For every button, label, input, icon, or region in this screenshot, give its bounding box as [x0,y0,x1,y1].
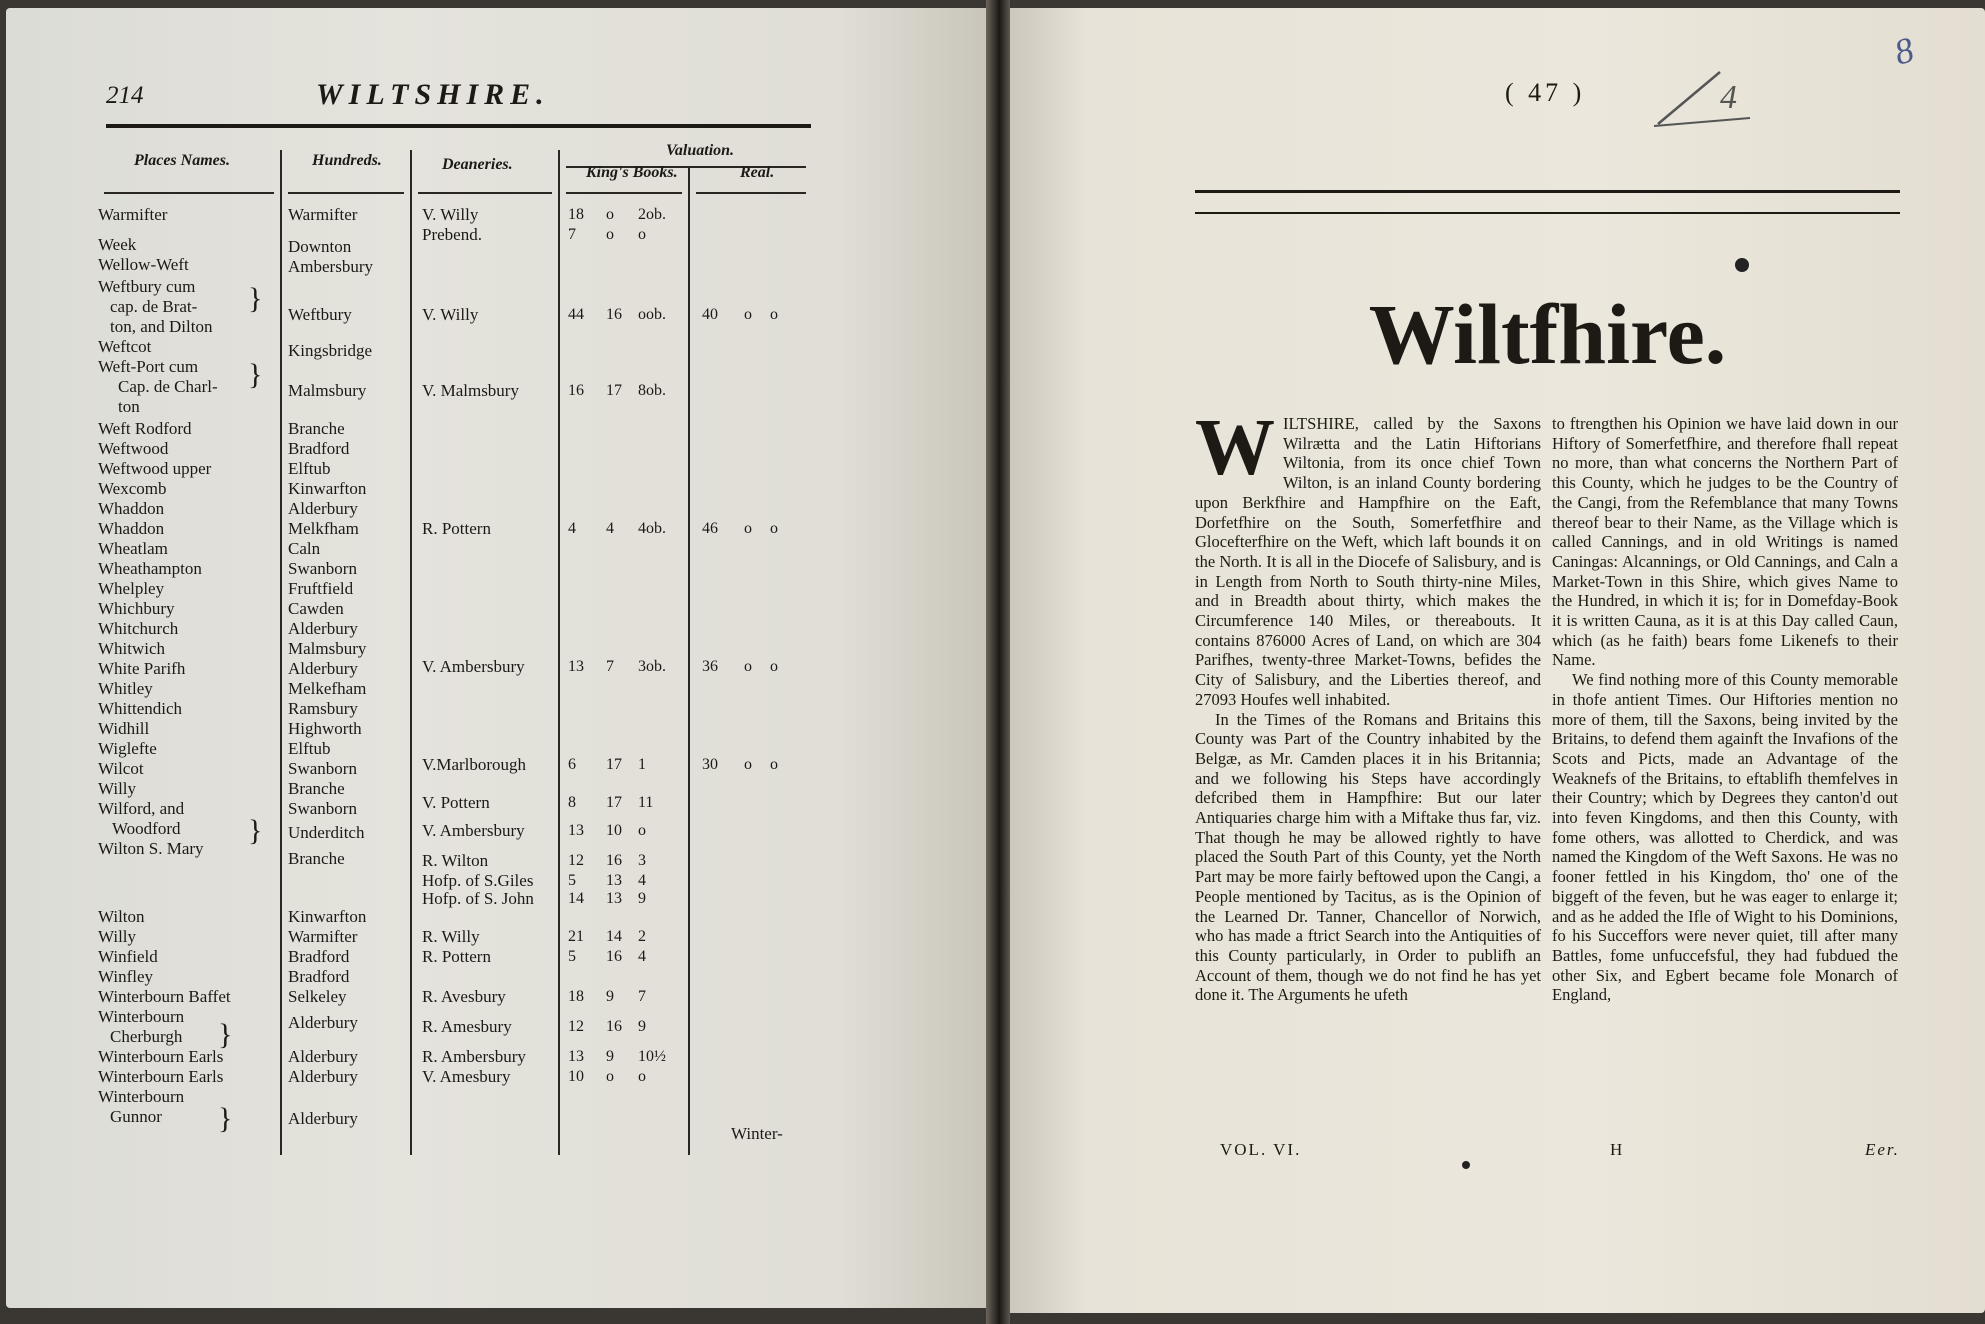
kings-books-value: 7 [568,226,576,243]
hundred-name: Caln [288,539,321,558]
hundred-name: Melkefham [288,679,367,698]
header-underline [288,192,404,194]
kings-books-value: 9 [638,890,646,907]
catchword: Winter- [731,1124,783,1143]
kings-books-value: 21 [568,928,584,945]
hundred-name: Melkfham [288,519,359,538]
catchword: Eer. [1865,1140,1900,1159]
brace: } [248,282,263,315]
right-page [1010,8,1985,1313]
kings-books-value: 2ob. [638,206,666,223]
hundred-name: Swanborn [288,799,357,818]
place-name: Willy [98,927,137,946]
book-gutter [986,0,1010,1324]
kings-books-value: 7 [638,988,646,1005]
place-name: Winterbourn Baffet [98,987,231,1006]
brace: } [248,358,263,391]
kings-books-value: 7 [606,658,614,675]
hundred-name: Branche [288,419,345,438]
hundred-name: Alderbury [288,659,358,678]
kings-books-value: 4 [638,948,646,965]
place-name: Whaddon [98,499,165,518]
kings-books-value: 13 [568,658,584,675]
hundred-name: Malmsbury [288,639,367,658]
place-name: cap. de Brat- [110,297,198,316]
hundred-name: Kinwarfton [288,907,367,926]
pencil-number: 4 [1720,79,1737,116]
deanery-name: V. Malmsbury [422,381,519,400]
header-rule [106,124,811,128]
hundred-name: Alderbury [288,1013,358,1032]
kings-books-value: 17 [606,794,622,811]
real-value: o [744,306,752,323]
hundred-name: Underditch [288,823,365,842]
kings-books-value: 1 [638,756,646,773]
place-name: Warmifter [98,205,168,224]
corner-mark: 8 [1890,29,1918,73]
hundred-name: Bradford [288,967,350,986]
hundred-name: Downton [288,237,352,256]
hundred-name: Alderbury [288,1067,358,1086]
deanery-name: Prebend. [422,225,482,244]
hundred-name: Elftub [288,739,331,758]
hundred-name: Ambersbury [288,257,373,276]
kings-books-value: o [638,822,646,839]
place-name: Wiglefte [98,739,157,758]
place-name: Weftcot [98,337,152,356]
kings-books-value: o [638,1068,646,1085]
kings-books-value: 5 [568,872,576,889]
left-page-header [106,74,811,114]
kings-books-value: 13 [568,822,584,839]
column-rule [558,150,560,1155]
real-value: o [770,520,778,537]
deanery-name: V. Pottern [422,793,490,812]
text-column-left [1195,404,1541,1005]
page-title: Wiltfhire. [1368,286,1727,382]
place-name: Wheathampton [98,559,202,578]
kings-books-value: o [606,226,614,243]
signature-mark: H [1610,1140,1625,1159]
place-name: Wilton S. Mary [98,839,204,858]
page-number: ( 47 ) [1505,78,1586,107]
kings-books-value: 11 [638,794,654,811]
kings-books-value: 3ob. [638,658,666,675]
real-value: o [770,756,778,773]
place-name: ton [118,397,140,416]
place-name: Wheatlam [98,539,168,558]
kings-books-value: 17 [606,382,622,399]
header-valuation: Valuation. [666,142,735,159]
kings-books-value: 8 [568,794,576,811]
left-page [6,8,986,1308]
place-name: Winfield [98,947,158,966]
hundred-name: Kinwarfton [288,479,367,498]
kings-books-value: 14 [606,928,622,945]
brace: } [218,1102,233,1135]
deanery-name: R. Pottern [422,519,491,538]
deanery-name: V. Amesbury [422,1067,511,1086]
kings-books-value: 12 [568,852,584,869]
place-name: White Parifh [98,659,186,678]
kings-books-value: 16 [606,852,622,869]
hundred-name: Bradford [288,439,350,458]
header-deaneries: Deaneries. [442,156,513,173]
kings-books-value: 16 [606,1018,622,1035]
hundred-name: Ramsbury [288,699,358,718]
kings-books-value: 10½ [638,1048,666,1065]
deanery-name: R. Wilton [422,851,489,870]
kings-books-value: 17 [606,756,622,773]
drop-cap: W [1195,404,1275,492]
place-name: Wilton [98,907,145,926]
kings-books-value: 13 [568,1048,584,1065]
brace: } [218,1018,233,1051]
hundred-name: Alderbury [288,1047,358,1066]
place-name: Whaddon [98,519,165,538]
kings-books-value: 8ob. [638,382,666,399]
place-name: Whitley [98,679,153,698]
hundred-name: Alderbury [288,499,358,518]
real-value: o [770,306,778,323]
place-name: Gunnor [110,1107,162,1126]
kings-books-value: 3 [638,852,646,869]
place-name: Wellow-Weft [98,255,189,274]
column-rule [688,166,690,1155]
kings-books-value: 16 [568,382,584,399]
place-name: Winterbourn [98,1007,185,1026]
kings-books-value: 4ob. [638,520,666,537]
ink-spot [1735,258,1749,272]
place-name: Whelpley [98,579,165,598]
place-name: Woodford [112,819,181,838]
place-name: Weftwood [98,439,169,458]
hundred-name: Highworth [288,719,362,738]
deanery-name: Hofp. of S. John [422,889,534,908]
hundred-name: Warmifter [288,205,358,224]
column-rule [280,150,282,1155]
kings-books-value: 18 [568,206,584,223]
kings-books-value: 4 [638,872,646,889]
top-rule [1195,190,1900,193]
deanery-name: R. Ambersbury [422,1047,526,1066]
place-name: Weft Rodford [98,419,192,438]
deanery-name: R. Willy [422,927,480,946]
kings-books-value: 9 [638,1018,646,1035]
kings-books-value: oob. [638,306,666,323]
kings-books-value: 2 [638,928,646,945]
real-value: 46 [702,520,718,537]
paragraph: In the Times of the Romans and Britains this County was Part of the Country inhabited by the Belgæ, as Mr. Camden places it in his Britannia; and we following his Steps have accordingly defcribed them in Hampfhire: But our later Antiquaries charge him with a Miftake thus far, viz. That though he may be allowed rightly to have placed the South Part of this County, yet the North Part may be more fairly beftowed upon the Cangi, a People mentioned by Tacitus, as is the Opinion of the Learned Dr. Tanner, Chancellor of Norwich, who has made a ftrict Search into the Antiquities of this County particularly, in Order to publifh an Account of them, though we do not find he has yet done it. The Arguments he ufeth [1195,709,1541,1005]
paragraph: We find nothing more of this County memorable in thofe antient Times. Our Hiftories mention no more of them, till the Saxons, being invited by the Britains, to defend them againft the Invafions of the Scots and Picts, made an Advantage of the Weaknefs of the Britains, to eftablifh themfelves in their Country; which by Degrees they canton'd out into feven Kingdoms, and then this County, with fome others, was allotted to Cherdick, and was named the Kingdom of the Weft Saxons. He was no fooner fettled in his Kingdom, tho' one of the biggeft of the feven, but he was eager to enlarge it; and as he added the Ifle of Wight to his Dominions, fo his Succeffors were never quiet, till after many Battles, fome unfuccefsful, they had fubdued the other Six, and Egbert became fole Monarch of England, [1552,670,1898,1005]
hundred-name: Branche [288,779,345,798]
hundred-name: Weftbury [288,305,352,324]
place-name: Winterbourn Earls [98,1047,224,1066]
parish-table [98,130,818,1140]
real-value: o [744,520,752,537]
place-name: Weftwood upper [98,459,212,478]
place-name: Wilford, and [98,799,185,818]
kings-books-value: o [606,1068,614,1085]
real-value: o [744,756,752,773]
hundred-name: Fruftfield [288,579,354,598]
kings-books-value: 4 [606,520,614,537]
real-value: 36 [702,658,718,675]
hundred-name: Alderbury [288,1109,358,1128]
top-rule [1195,212,1900,214]
kings-books-value: 5 [568,948,576,965]
kings-books-value: 18 [568,988,584,1005]
place-name: Weftbury cum [98,277,196,296]
kings-books-value: 16 [606,306,622,323]
header-hundreds: Hundreds. [312,152,382,169]
hundred-name: Swanborn [288,759,357,778]
place-name: Winterbourn [98,1087,185,1106]
kings-books-value: o [606,206,614,223]
hundred-name: Selkeley [288,987,347,1006]
kings-books-value: 9 [606,988,614,1005]
hundred-name: Malmsbury [288,381,367,400]
deanery-name: R. Pottern [422,947,491,966]
kings-books-value: 44 [568,306,584,323]
deanery-name: V.Marlborough [422,755,527,774]
header-kings-books: King's Books. [586,164,678,181]
header-places: Places Names. [134,152,230,169]
place-name: Whitwich [98,639,166,658]
place-name: ton, and Dilton [110,317,213,336]
paragraph: to ftrengthen his Opinion we have laid down in our Hiftory of Somerfetfhire, and therefore fhall repeat no more, than what concerns the Northern Part of this County, which he judges to be the Country of the Cangi, from the Refemblance that many Towns thereof bear to their Name, as the Village which is called Cannings, and in old Writings is named Caningas: Alcannings, or Old Cannings, and Caln a Market-Town in this Shire, which gives Name to the Hundred, in which it is; for in Domefday-Book it is written Cauna, as it is at this Day called Caun, which (as he faith) bears fome Likenefs to their Name. [1552,414,1898,670]
hundred-name: Branche [288,849,345,868]
paragraph: ILTSHIRE, called by the Saxons Wilrætta and the Latin Hiftorians Wiltonia, from its once chief Town Wilton, is an inland County bordering upon Berkfhire and Hampfhire on the Eaft, Dorfetfhire on the South, Somerfetfhire and Glocefterfhire on the Weft, which laft bounds it on the North. It is all in the Diocefe of Salisbury, and is in Length from North to South thirty-nine Miles, and in Breadth about thirty, which makes the Circumference 140 Miles, or thereabouts. It contains 876000 Acres of Land, on which are 304 Parifhes, twenty-three Market-Towns, befides the City of Salisbury, and the Liberties thereof, and 27093 Houfes well inhabited. [1195,414,1541,709]
hundred-name: Cawden [288,599,344,618]
kings-books-value: 12 [568,1018,584,1035]
real-value: o [744,658,752,675]
place-name: Wexcomb [98,479,167,498]
place-name: Wilcot [98,759,144,778]
header-underline [566,192,682,194]
header-underline [696,192,806,194]
hundred-name: Kingsbridge [288,341,373,360]
place-name: Widhill [98,719,150,738]
hundred-name: Alderbury [288,619,358,638]
place-name: Week [98,235,137,254]
brace: } [248,814,263,847]
volume-footer: VOL. VI. [1220,1140,1302,1159]
hundred-name: Warmifter [288,927,358,946]
page-number: 214 [106,82,144,109]
kings-books-value: 10 [606,822,622,839]
header-underline [418,192,552,194]
place-name: Cherburgh [110,1027,183,1046]
column-rule [410,150,412,1155]
header-underline [104,192,274,194]
real-value: 40 [702,306,718,323]
deanery-name: Hofp. of S.Giles [422,871,534,890]
real-value: 30 [702,756,718,773]
running-head: WILTSHIRE. [316,78,550,111]
kings-books-value: 14 [568,890,584,907]
place-name: Cap. de Charl- [118,377,218,396]
place-name: Whitchurch [98,619,179,638]
place-name: Weft-Port cum [98,357,199,376]
header-real: Real. [740,164,775,181]
deanery-name: R. Avesbury [422,987,506,1006]
place-name: Willy [98,779,137,798]
text-column-right [1552,414,1898,1005]
deanery-name: V. Willy [422,305,479,324]
pencil-mark-icon [1650,68,1760,128]
place-name: Whichbury [98,599,175,618]
hundred-name: Swanborn [288,559,357,578]
real-value: o [770,658,778,675]
kings-books-value: o [638,226,646,243]
place-name: Winterbourn Earls [98,1067,224,1086]
hundred-name: Elftub [288,459,331,478]
place-name: Winfley [98,967,154,986]
kings-books-value: 13 [606,890,622,907]
kings-books-value: 16 [606,948,622,965]
kings-books-value: 6 [568,756,576,773]
place-name: Whittendich [98,699,183,718]
kings-books-value: 4 [568,520,576,537]
ink-spot [1462,1161,1470,1169]
kings-books-value: 9 [606,1048,614,1065]
deanery-name: V. Ambersbury [422,657,525,676]
kings-books-value: 10 [568,1068,584,1085]
deanery-name: R. Amesbury [422,1017,512,1036]
deanery-name: V. Willy [422,205,479,224]
hundred-name: Bradford [288,947,350,966]
deanery-name: V. Ambersbury [422,821,525,840]
kings-books-value: 13 [606,872,622,889]
